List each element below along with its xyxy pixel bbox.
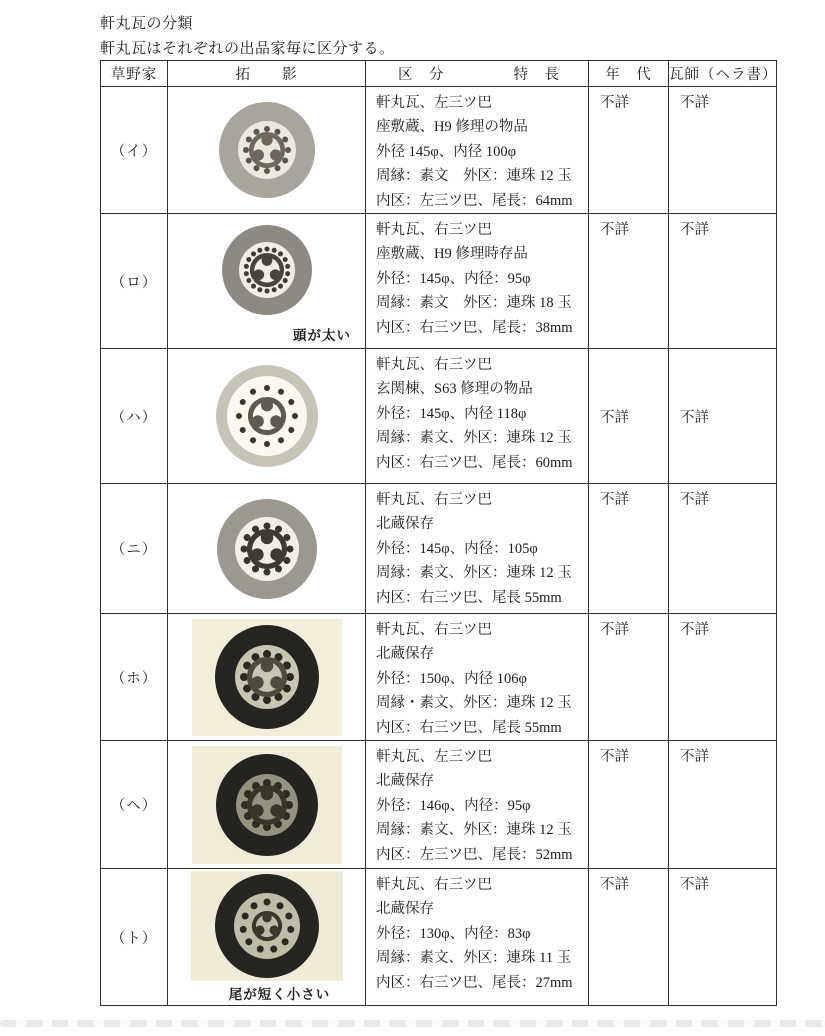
tomoe-pattern-icon (238, 776, 296, 834)
spec-line: 外径：146φ、内径：95φ (376, 797, 531, 814)
era-cell: 不詳 (589, 869, 669, 1006)
spec-line: 周縁：素文、外区：連珠 12 玉 (376, 430, 572, 447)
header-tile-maker: 瓦師（ヘラ書） (669, 61, 777, 87)
era-cell: 不詳 (589, 614, 669, 741)
rubbing-cell (168, 484, 366, 614)
tile-rubbing-image (192, 492, 342, 606)
spec-cell (366, 741, 589, 869)
page-subtitle: 軒丸瓦はそれぞれの出品家毎に区分する。 (100, 41, 395, 57)
rubbing-cell (168, 741, 366, 869)
header-era: 年 代 (589, 61, 669, 87)
spec-line: 内区：左三ツ巴、尾長：52mm (376, 846, 573, 863)
spec-line: 北蔵保存 (376, 901, 434, 918)
tomoe-pattern-icon (238, 648, 296, 706)
spec-line: 北蔵保存 (376, 773, 434, 790)
row-label: （ニ） (101, 484, 168, 614)
table-row (101, 349, 777, 484)
row-label: （ト） (101, 869, 168, 1006)
tile-rubbing-image (191, 871, 343, 981)
spec-line: 外径：145φ、内径：105φ (376, 540, 538, 557)
spec-line: 軒丸瓦、右三ツ巴 (376, 357, 492, 374)
spec-line: 内区：右三ツ巴、尾長 55mm (376, 589, 562, 606)
table-row (101, 869, 777, 1006)
tile-rubbing-image (192, 357, 342, 475)
spec-line: 座敷蔵、H9 修理時存品 (376, 246, 528, 263)
tomoe-pattern-icon (238, 520, 296, 578)
maker-cell: 不詳 (669, 741, 777, 869)
rubbing-cell (168, 349, 366, 484)
maker-cell: 不詳 (669, 614, 777, 741)
spec-line: 軒丸瓦、左三ツ巴 (376, 749, 492, 766)
spec-line: 内区：右三ツ巴、尾長：27mm (376, 974, 573, 991)
era-cell: 不詳 (589, 214, 669, 349)
era-cell: 不詳 (589, 349, 669, 484)
page-title: 軒丸瓦の分類 (100, 16, 194, 32)
tomoe-pattern-icon (240, 124, 292, 176)
spec-line: 周縁：素文 外区：連珠 18 玉 (376, 295, 572, 312)
header-kusano-family: 草野家 (101, 61, 168, 87)
image-caption: 尾が短く小さい (228, 987, 331, 1003)
row-label: （ロ） (101, 214, 168, 349)
era-cell: 不詳 (589, 87, 669, 214)
row-label: （ヘ） (101, 741, 168, 869)
spec-cell (366, 349, 589, 484)
table-row (101, 484, 777, 614)
spec-line: 外径：150φ、内径 106φ (376, 670, 527, 687)
spec-line: 周縁：素文、外区：連珠 12 玉 (376, 822, 572, 839)
tomoe-pattern-icon (239, 388, 294, 443)
spec-line: 外径：145φ、内径：95φ (376, 270, 531, 287)
spec-line: 軒丸瓦、右三ツ巴 (376, 222, 492, 239)
tile-rubbing-image (192, 619, 342, 736)
header-classification: 区 分 (398, 67, 445, 83)
spec-cell (366, 869, 589, 1006)
tomoe-pattern-icon (242, 245, 291, 294)
maker-cell: 不詳 (669, 869, 777, 1006)
spec-line: 内区：右三ツ巴、尾長：60mm (376, 454, 573, 471)
spec-line: 周縁：素文、外区：連珠 11 玉 (376, 950, 572, 967)
rubbing-cell (168, 214, 366, 349)
spec-line: 北蔵保存 (376, 516, 434, 533)
spec-line: 外径：145φ、内径 118φ (376, 405, 527, 422)
tile-rubbing-image (192, 218, 342, 322)
spec-line: 軒丸瓦、右三ツ巴 (376, 877, 492, 894)
spec-line: 玄関棟、S63 修理の物品 (376, 381, 533, 398)
scan-artifact-streak (0, 1020, 825, 1027)
table-header-row (101, 61, 777, 87)
era-cell: 不詳 (589, 484, 669, 614)
spec-line: 北蔵保存 (376, 646, 434, 663)
row-label: （ホ） (101, 614, 168, 741)
spec-line: 周縁：素文 外区：連珠 12 玉 (376, 168, 572, 185)
era-cell: 不詳 (589, 741, 669, 869)
maker-cell: 不詳 (669, 484, 777, 614)
rubbing-cell (168, 869, 366, 1006)
tile-classification-table (100, 60, 777, 1006)
table-row (101, 614, 777, 741)
spec-line: 内区：右三ツ巴、尾長 55mm (376, 719, 562, 736)
spec-line: 内区：左三ツ巴、尾長：64mm (376, 192, 573, 209)
spec-line: 座敷蔵、H9 修理の物品 (376, 119, 528, 136)
tomoe-pattern-icon (245, 904, 289, 948)
spec-line: 軒丸瓦、右三ツ巴 (376, 622, 492, 639)
image-caption: 頭が太い (293, 328, 351, 344)
spec-cell (366, 87, 589, 214)
header-classification-features (366, 61, 589, 87)
spec-line: 外径：130φ、内径：83φ (376, 925, 531, 942)
spec-cell (366, 484, 589, 614)
table-row (101, 741, 777, 869)
maker-cell: 不詳 (669, 349, 777, 484)
table-row (101, 87, 777, 214)
table-row (101, 214, 777, 349)
maker-cell: 不詳 (669, 87, 777, 214)
rubbing-cell (168, 87, 366, 214)
spec-line: 周縁・素文、外区：連珠 12 玉 (376, 695, 572, 712)
spec-line: 軒丸瓦、左三ツ巴 (376, 95, 492, 111)
spec-cell (366, 614, 589, 741)
spec-cell (366, 214, 589, 349)
spec-line: 内区：右三ツ巴、尾長：38mm (376, 319, 573, 336)
maker-cell: 不詳 (669, 214, 777, 349)
spec-line: 外径 145φ、内径 100φ (376, 143, 516, 160)
rubbing-cell (168, 614, 366, 741)
row-label: （イ） (101, 87, 168, 214)
spec-line: 周縁：素文、外区：連珠 12 玉 (376, 565, 572, 582)
tile-rubbing-image (192, 94, 342, 206)
spec-line: 軒丸瓦、右三ツ巴 (376, 492, 492, 509)
row-label: （ハ） (101, 349, 168, 484)
header-features: 特 長 (513, 67, 560, 83)
header-rubbing: 拓 影 (168, 61, 366, 87)
tile-rubbing-image (192, 746, 342, 864)
